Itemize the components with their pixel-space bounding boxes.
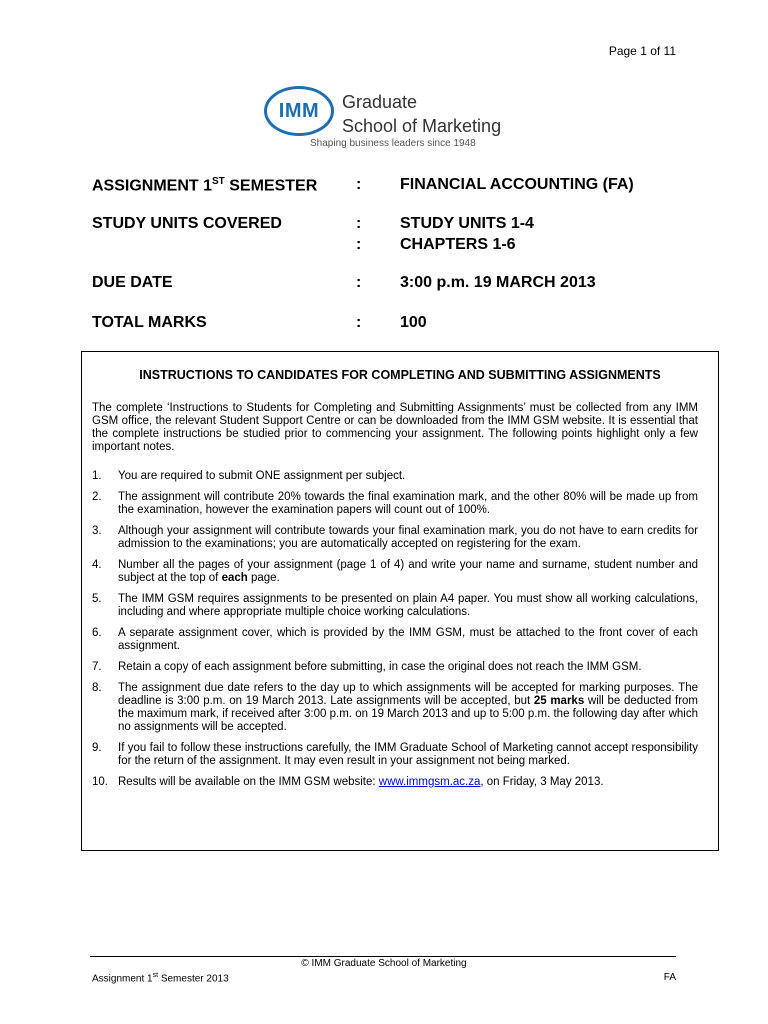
chapters-colon: :	[356, 236, 362, 253]
logo-oval: IMM	[264, 86, 334, 136]
instruction-item: 4. Number all the pages of your assignment (page 1 of 4) and write your name and surname, student number and subject at the top of each page.	[92, 559, 698, 584]
page-number: Page 1 of 11	[608, 44, 676, 58]
instruction-item: 5. The IMM GSM requires assignments to be presented on plain A4 paper. You must show all working calculations, including and where appropriate multiple choice working calculations.	[92, 593, 698, 618]
due-date-value: 3:00 p.m. 19 MARCH 2013	[400, 274, 596, 291]
assignment-label: ASSIGNMENT 1ST SEMESTER	[92, 176, 318, 195]
logo-line2: School of Marketing	[342, 116, 502, 136]
website-link[interactable]: www.immgsm.ac.za	[378, 776, 481, 788]
instruction-item: 6. A separate assignment cover, which is provided by the IMM GSM, must be attached to the front cover of each assignment.	[92, 627, 698, 652]
assignment-colon: :	[356, 176, 362, 193]
logo-tagline: Shaping business leaders since 1948	[310, 138, 476, 149]
instructions-intro: The complete ‘Instructions to Students for Completing and Submitting Assignments’ must be collected from any IMM GSM office, the relevant Student Support Centre or can be downloaded from the IMM GSM website. It is essential that the complete instructions be studied prior to commencing your assignment. The following points highlight only a few important notes.	[92, 402, 698, 453]
due-date-label: DUE DATE	[92, 274, 173, 291]
instructions-list	[92, 470, 698, 797]
instructions-title: INSTRUCTIONS TO CANDIDATES FOR COMPLETING AND SUBMITTING ASSIGNMENTS	[139, 368, 661, 382]
footer-subject-code: FA	[663, 972, 676, 983]
instruction-item: 8. The assignment due date refers to the day up to which assignments will be accepted for marking purposes. The deadline is 3:00 p.m. on 19 March 2013. Late assignments will be accepted, but 25 marks will be deducted from the maximum mark, if received after 3:00 p.m. on 19 March 2013 and up to 5:00 p.m. the following day after which no assignments will be accepted.	[92, 682, 698, 733]
total-marks-value: 100	[400, 314, 427, 331]
footer-copyright: © IMM Graduate School of Marketing	[301, 958, 467, 969]
imm-logo	[262, 84, 522, 164]
study-units-colon: :	[356, 215, 362, 232]
assignment-value: FINANCIAL ACCOUNTING (FA)	[400, 176, 634, 193]
chapters-value: CHAPTERS 1-6	[400, 236, 516, 253]
due-date-colon: :	[356, 274, 362, 291]
instruction-item: 9. If you fail to follow these instructions carefully, the IMM Graduate School of Marketing cannot accept responsibility for the return of the assignment. It may even result in your assignment not being marked.	[92, 742, 698, 767]
instruction-item: 1. You are required to submit ONE assignment per subject.	[92, 470, 406, 482]
study-units-label: STUDY UNITS COVERED	[92, 215, 282, 232]
instruction-item: 2. The assignment will contribute 20% towards the final examination mark, and the other 80% will be made up from the examination, however the examination papers will count out of 100%.	[92, 491, 698, 516]
footer-assignment: Assignment 1st Semester 2013	[92, 972, 229, 985]
total-marks-colon: :	[356, 314, 362, 331]
instruction-item: 10. Results will be available on the IMM GSM website: www.immgsm.ac.za, on Friday, 3 May 2013.	[92, 776, 604, 788]
instruction-item: 3. Although your assignment will contribute towards your final examination mark, you do not have to earn credits for admission to the examinations; you are automatically accepted on registering for the exam.	[92, 525, 698, 550]
footer-divider	[90, 956, 676, 957]
total-marks-label: TOTAL MARKS	[92, 314, 207, 331]
instructions-box	[81, 351, 719, 851]
logo-line1: Graduate	[342, 92, 418, 112]
study-units-value: STUDY UNITS 1-4	[400, 215, 534, 232]
instruction-item: 7. Retain a copy of each assignment before submitting, in case the original does not reach the IMM GSM.	[92, 661, 642, 673]
